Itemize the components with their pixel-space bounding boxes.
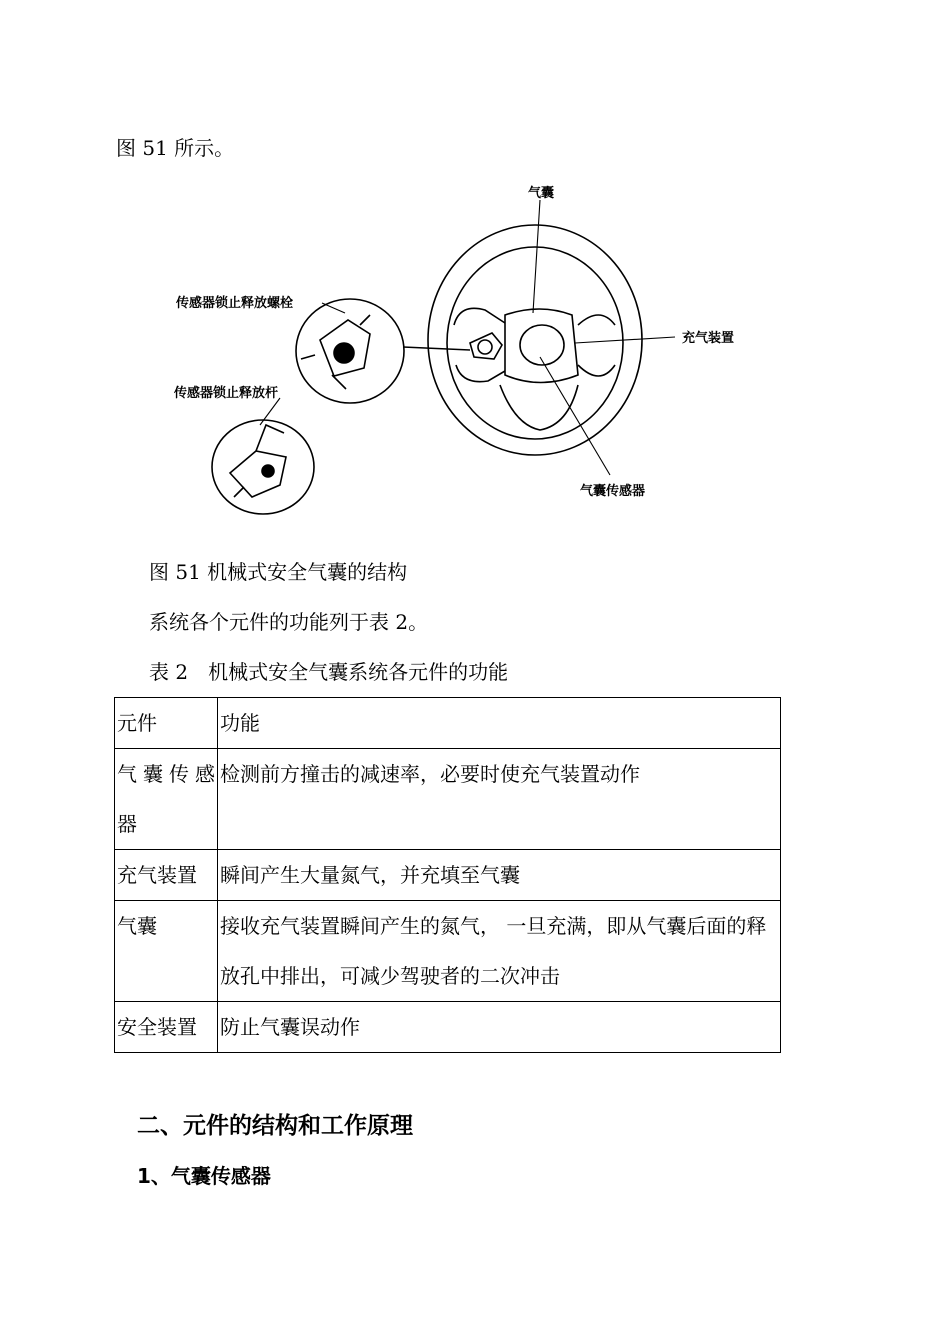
section-heading: 二、元件的结构和工作原理 <box>137 1113 413 1139</box>
table-header-row <box>115 698 781 749</box>
figure-caption: 图 51 机械式安全气囊的结构 <box>149 560 408 584</box>
cell-component: 气囊传感器 <box>117 762 215 836</box>
table-row <box>115 1002 781 1053</box>
cell-function: 接收充气装置瞬间产生的氮气， 一旦充满，即从气囊后面的释放孔中排出，可减少驾驶者的二次冲击 <box>218 901 781 1002</box>
magnified-lock-lever <box>212 420 314 514</box>
magnified-lock-bolt <box>296 299 470 403</box>
intro-text: 图 51 所示。 <box>116 136 235 160</box>
table-number: 表 2 <box>149 660 189 684</box>
header-component: 元件 <box>115 698 218 749</box>
label-airbag: 气囊 <box>528 186 555 201</box>
table-row <box>115 901 781 1002</box>
label-inflator: 充气装置 <box>682 331 735 346</box>
label-sensor-lock-lever: 传感器锁止释放杆 <box>174 386 279 401</box>
subsection-heading: 1、气囊传感器 <box>137 1164 271 1188</box>
header-function: 功能 <box>218 698 781 749</box>
airbag-structure-figure <box>160 175 770 525</box>
cell-function: 防止气囊误动作 <box>218 1002 781 1053</box>
steering-wheel <box>428 225 642 455</box>
label-airbag-sensor: 气囊传感器 <box>580 484 646 499</box>
table-title-text: 机械式安全气囊系统各元件的功能 <box>208 660 509 684</box>
cell-component: 充气装置 <box>115 850 218 901</box>
cell-function: 瞬间产生大量氮气，并充填至气囊 <box>218 850 781 901</box>
cell-component: 安全装置 <box>115 1002 218 1053</box>
table-title <box>149 658 528 686</box>
cell-component: 气囊 <box>115 901 218 1002</box>
cell-function: 检测前方撞击的减速率，必要时使充气装置动作 <box>218 749 781 850</box>
component-function-table <box>114 697 781 1053</box>
table-row <box>115 850 781 901</box>
label-sensor-lock-bolt: 传感器锁止释放螺栓 <box>176 296 294 311</box>
table-row <box>115 749 781 850</box>
body-sentence: 系统各个元件的功能列于表 2。 <box>149 610 429 634</box>
